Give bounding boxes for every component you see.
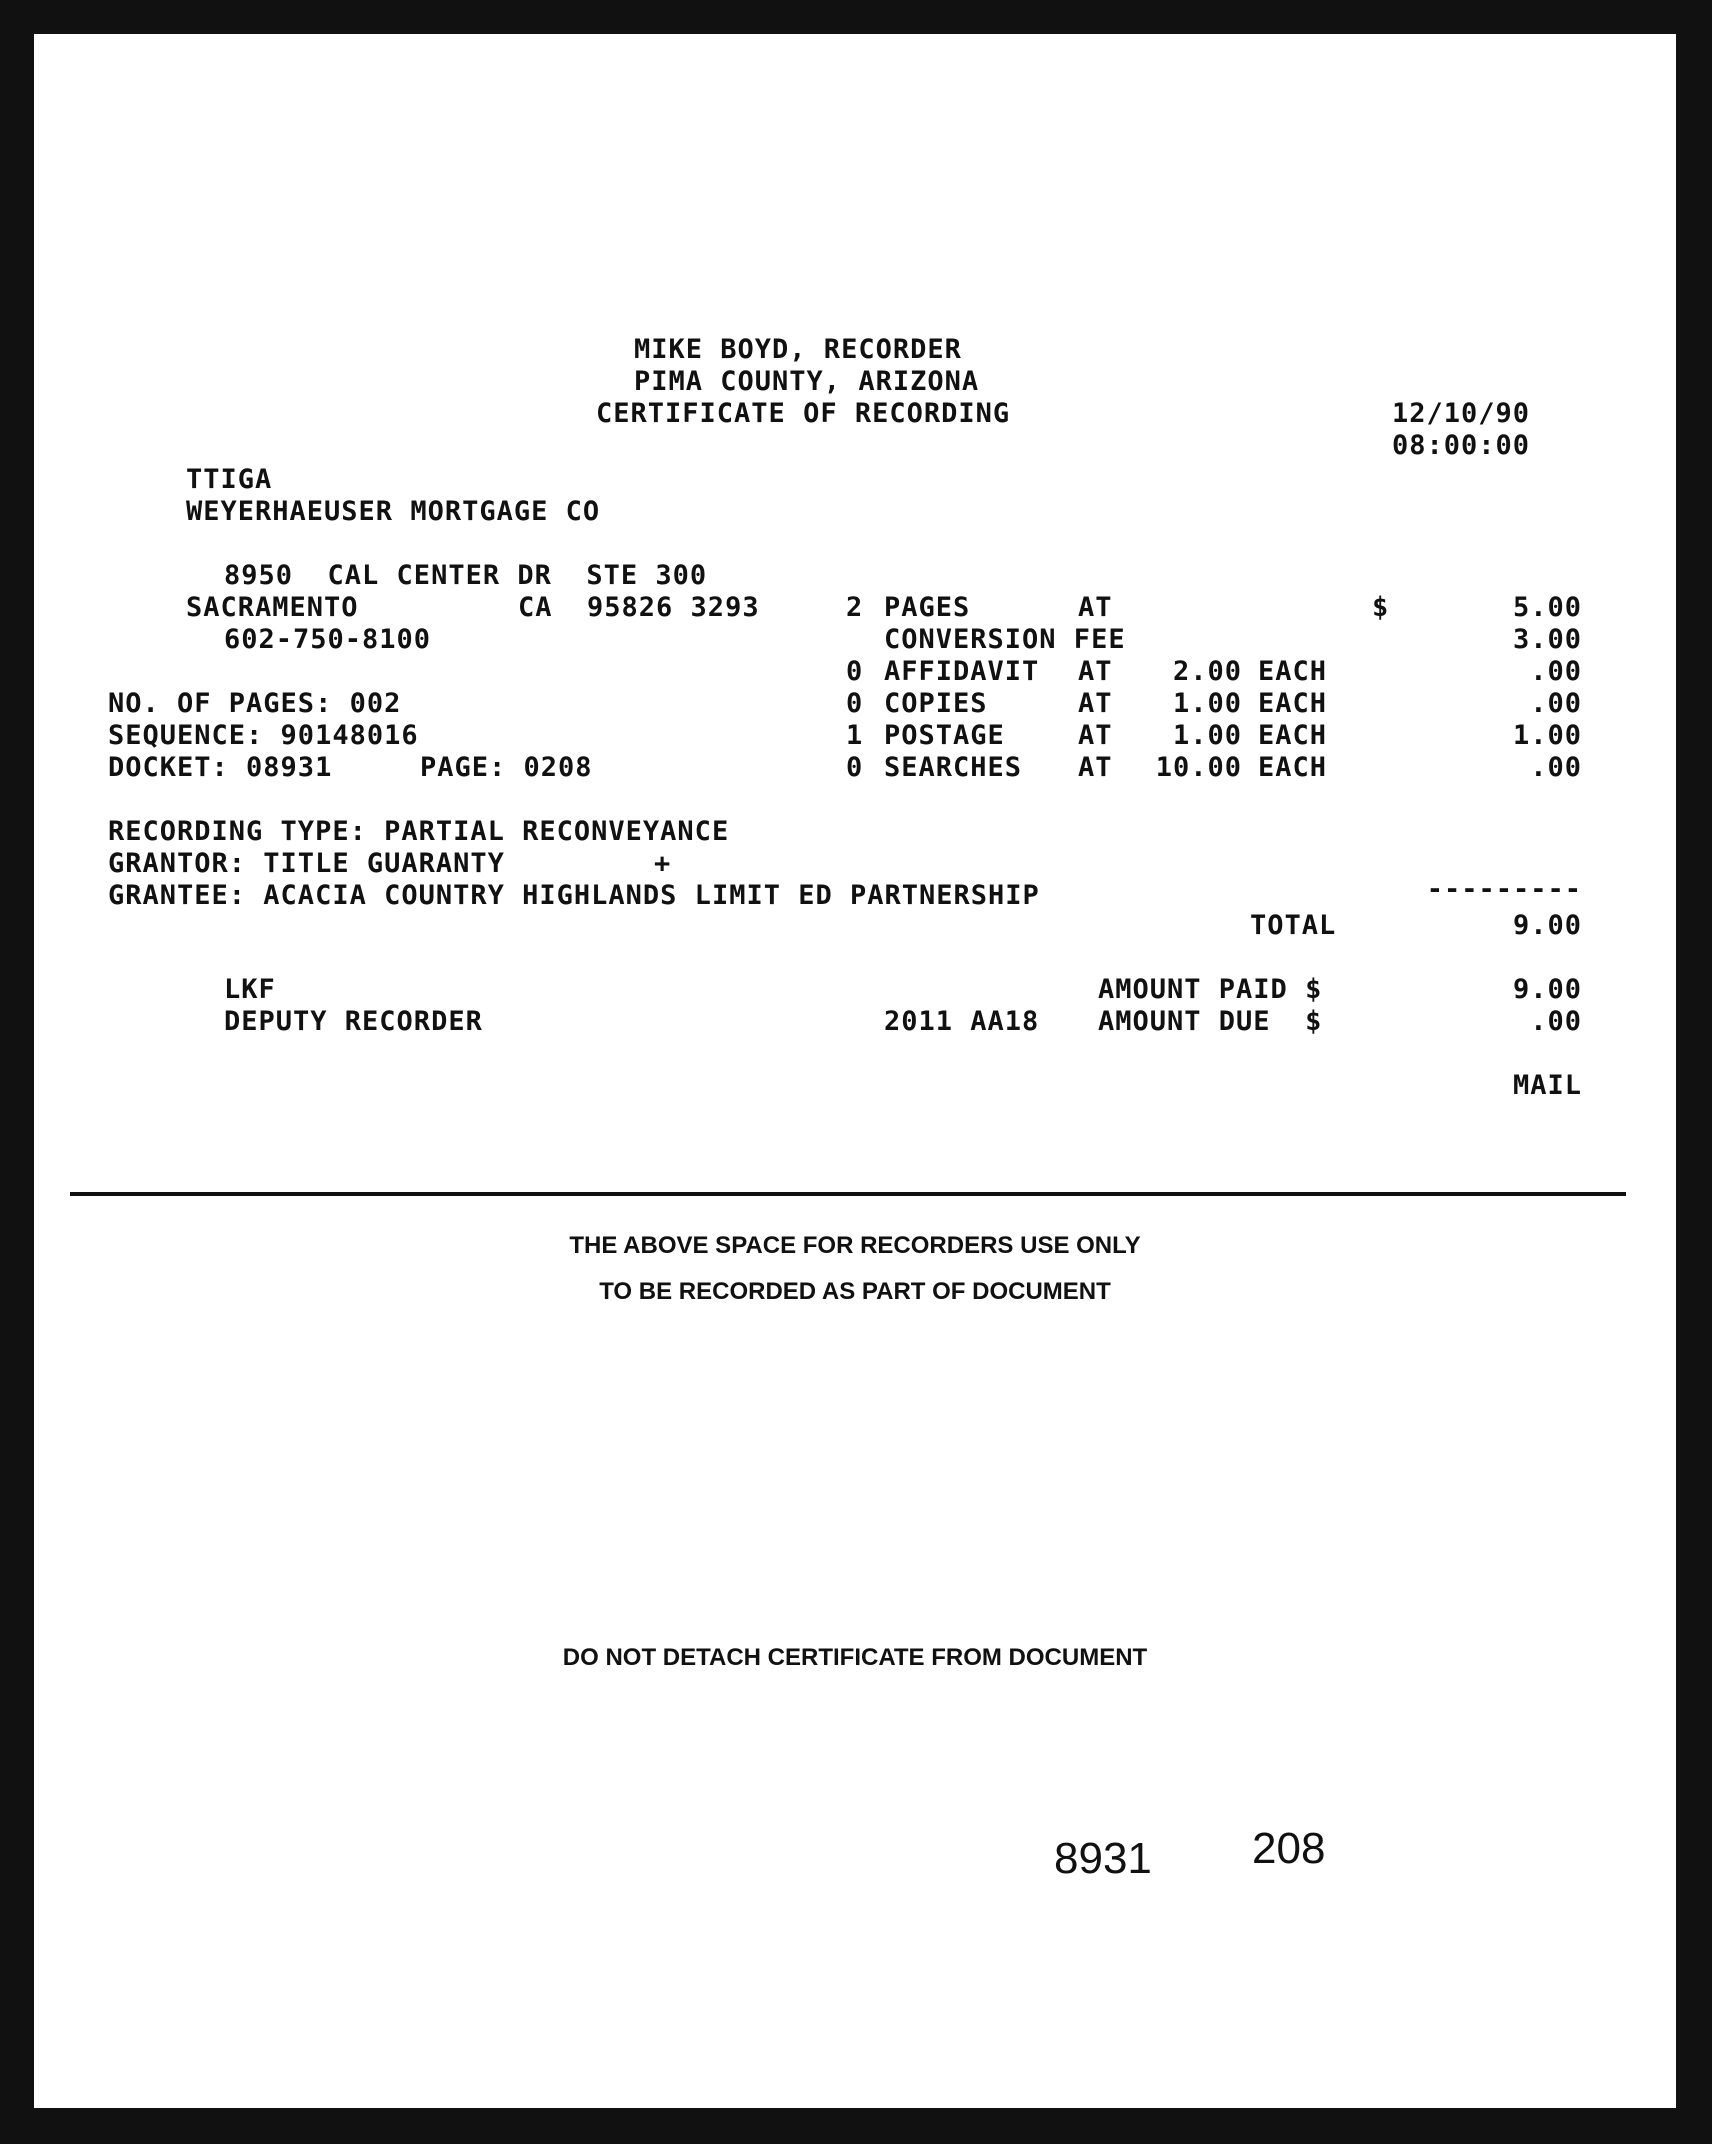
amount-paid: 9.00: [1512, 974, 1582, 1005]
fee-dollar: $: [1372, 592, 1390, 623]
fee-item: POSTAGE: [884, 720, 1005, 751]
fee-amount: 5.00: [1512, 592, 1582, 623]
amount-due: .00: [1530, 1006, 1582, 1037]
deputy-initials: LKF: [224, 974, 276, 1005]
fee-item: CONVERSION FEE: [884, 624, 1126, 655]
fee-rate: 1.00: [1172, 720, 1242, 751]
fee-qty: 0: [846, 688, 864, 719]
fee-at: AT: [1078, 752, 1113, 783]
handwritten-page: 208: [1252, 1824, 1326, 1873]
fee-each: EACH: [1258, 688, 1328, 719]
sequence-number: SEQUENCE: 90148016: [108, 720, 419, 751]
amount-paid-label: AMOUNT PAID $: [1098, 974, 1323, 1005]
total-rule: ---------: [1426, 874, 1582, 905]
fee-rate: 1.00: [1172, 688, 1242, 719]
fee-rate: 2.00: [1172, 656, 1242, 687]
fee-qty: 0: [846, 656, 864, 687]
county-name: PIMA COUNTY, ARIZONA: [634, 366, 980, 397]
fee-amount: 1.00: [1512, 720, 1582, 751]
recorded-as-part-note: TO BE RECORDED AS PART OF DOCUMENT: [599, 1278, 1111, 1305]
number-of-pages: NO. OF PAGES: 002: [108, 688, 402, 719]
handwritten-docket: 8931: [1054, 1834, 1152, 1883]
record-date: 12/10/90: [1392, 398, 1531, 429]
party-state-zip: CA 95826 3293: [518, 592, 760, 623]
record-time: 08:00:00: [1392, 430, 1531, 461]
fee-at: AT: [1078, 592, 1113, 623]
fee-qty: 2: [846, 592, 864, 623]
total-amount: 9.00: [1512, 910, 1582, 941]
total-label: TOTAL: [1250, 910, 1337, 941]
page-number: PAGE: 0208: [420, 752, 593, 783]
fee-at: AT: [1078, 656, 1113, 687]
fee-amount: .00: [1530, 752, 1582, 783]
fee-qty: 0: [846, 752, 864, 783]
deputy-title: DEPUTY RECORDER: [224, 1006, 483, 1037]
fee-each: EACH: [1258, 656, 1328, 687]
grantee: GRANTEE: ACACIA COUNTRY HIGHLANDS LIMIT ED PARTNERSHIP: [108, 880, 1040, 911]
fee-item: COPIES: [884, 688, 988, 719]
grantor: GRANTOR: TITLE GUARANTY: [108, 848, 505, 879]
recorder-name: MIKE BOYD, RECORDER: [634, 334, 962, 365]
fee-at: AT: [1078, 720, 1113, 751]
fee-amount: 3.00: [1512, 624, 1582, 655]
divider-line: [70, 1192, 1626, 1196]
fee-item: AFFIDAVIT: [884, 656, 1040, 687]
batch-code: 2011 AA18: [884, 1006, 1040, 1037]
fee-each: EACH: [1258, 752, 1328, 783]
grantor-plus: +: [654, 848, 672, 879]
fee-qty: 1: [846, 720, 864, 751]
fee-amount: .00: [1530, 688, 1582, 719]
recording-type: RECORDING TYPE: PARTIAL RECONVEYANCE: [108, 816, 730, 847]
party-code: TTIGA: [186, 464, 273, 495]
certificate-sheet: [34, 34, 1676, 2108]
docket-number: DOCKET: 08931: [108, 752, 333, 783]
certificate-title: CERTIFICATE OF RECORDING: [596, 398, 1011, 429]
fee-item: SEARCHES: [884, 752, 1023, 783]
fee-at: AT: [1078, 688, 1113, 719]
fee-item: PAGES: [884, 592, 971, 623]
party-name: WEYERHAEUSER MORTGAGE CO: [186, 496, 601, 527]
amount-due-label: AMOUNT DUE $: [1098, 1006, 1323, 1037]
fee-amount: .00: [1530, 656, 1582, 687]
fee-rate: 10.00: [1155, 752, 1242, 783]
delivery-method: MAIL: [1512, 1070, 1582, 1101]
party-street: 8950 CAL CENTER DR STE 300: [224, 560, 708, 591]
recorders-use-note: THE ABOVE SPACE FOR RECORDERS USE ONLY: [569, 1232, 1141, 1259]
party-phone: 602-750-8100: [224, 624, 432, 655]
party-city: SACRAMENTO: [186, 592, 359, 623]
do-not-detach-note: DO NOT DETACH CERTIFICATE FROM DOCUMENT: [562, 1644, 1148, 1671]
fee-each: EACH: [1258, 720, 1328, 751]
